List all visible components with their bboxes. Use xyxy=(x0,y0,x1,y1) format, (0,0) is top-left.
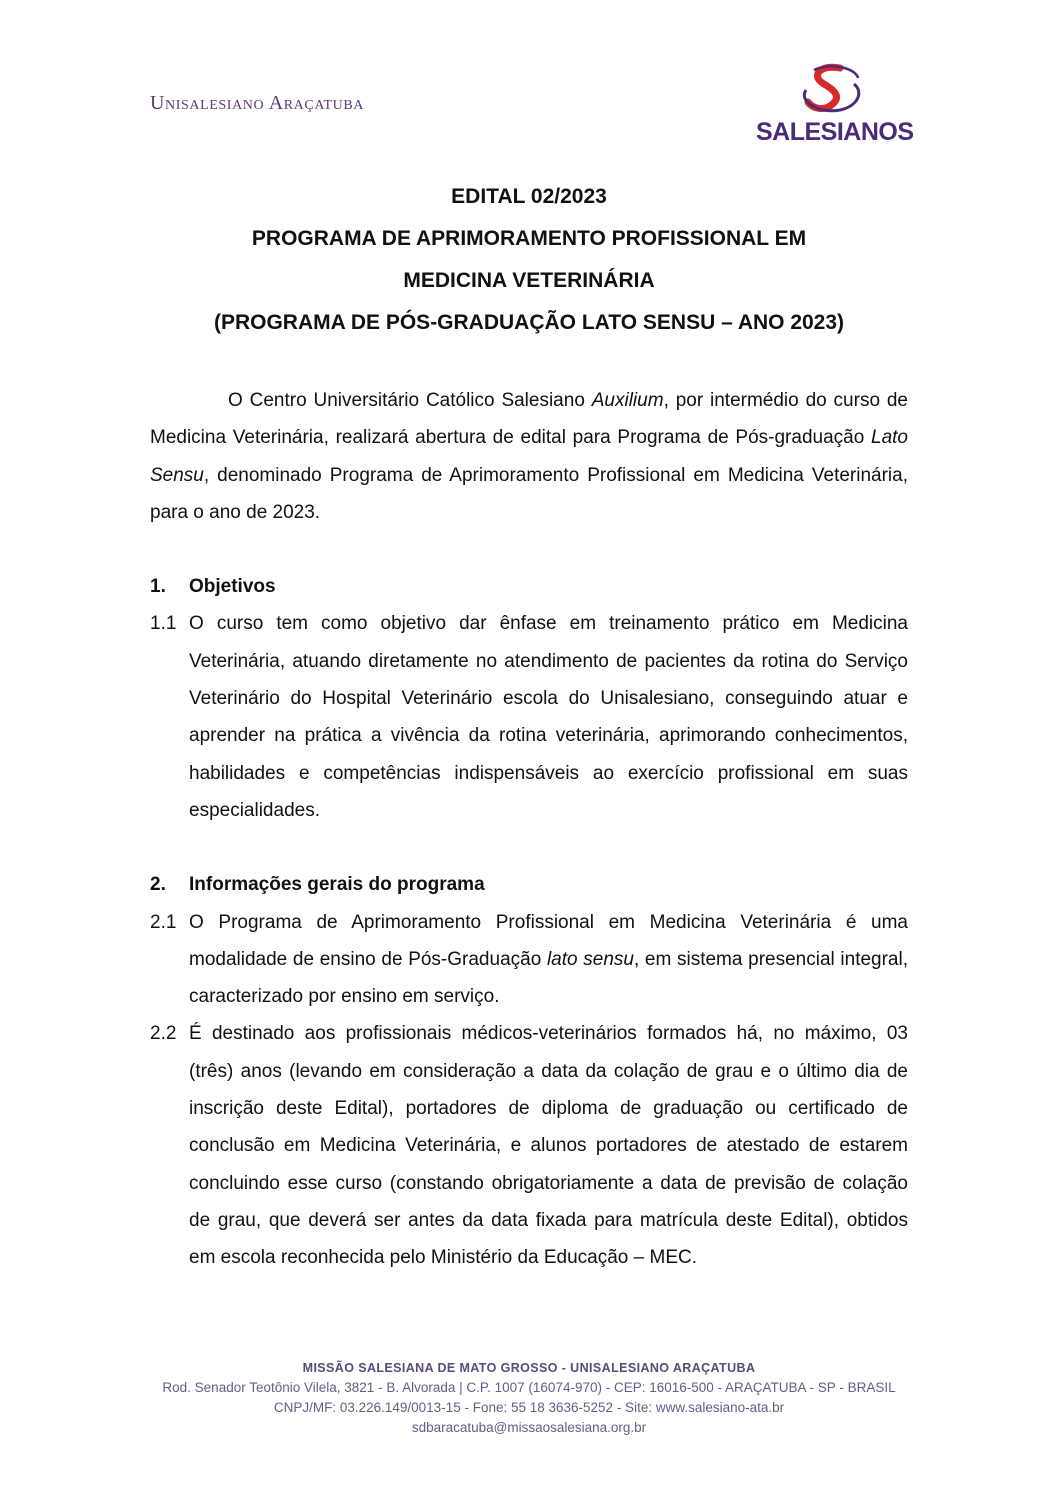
title-line-3: MEDICINA VETERINÁRIA xyxy=(403,269,655,292)
salesianos-logo xyxy=(756,62,914,152)
intro-text-2: , por intermédio do curso de Medicina Veterinária, realizará abertura de edital para Programa de Pós-graduação xyxy=(150,390,908,449)
page-footer xyxy=(100,1358,958,1438)
section-2-number: 2. xyxy=(150,874,166,896)
intro-italic-2: Lato Sensu xyxy=(150,427,908,486)
footer-organization: MISSÃO SALESIANA DE MATO GROSSO - UNISALESIANO ARAÇATUBA xyxy=(302,1361,756,1375)
title-line-4: (PROGRAMA DE PÓS-GRADUAÇÃO LATO SENSU – ANO 2023) xyxy=(213,311,845,334)
document-body xyxy=(150,382,908,1277)
item-1-1-text: O curso tem como objetivo dar ênfase em treinamento prático em Medicina Veterinária, atuando diretamente no atendimento de pacientes da rotina do Serviço Veterinário do Hospital Veterinário escola do Unisalesiano, conseguindo atuar e aprender na prática a vivência da rotina veterinária, aprimorando conhecimentos, habilidades e competências indispensáveis ao exercício profissional em suas especialidades. xyxy=(189,613,908,821)
item-2-1-text-b: , em sistema presencial integral, caracterizado por ensino em serviço. xyxy=(189,948,908,1008)
item-1-1 xyxy=(150,605,908,829)
title-line-2: PROGRAMA DE APRIMORAMENTO PROFISSIONAL EM xyxy=(251,227,807,250)
footer-contact: CNPJ/MF: 03.226.149/0013-15 - Fone: 55 18 3636-5252 - Site: www.salesiano-ata.br xyxy=(273,1400,785,1415)
footer-email: sdbaracatuba@missaosalesiana.org.br xyxy=(411,1420,647,1435)
item-2-1-text-a: O Programa de Aprimoramento Profissional em Medicina Veterinária é uma modalidade de ensino de Pós-Graduação xyxy=(189,911,908,970)
item-2-2-number: 2.2 xyxy=(150,1023,177,1045)
item-2-2-text: É destinado aos profissionais médicos-veterinários formados há, no máximo, 03 (três) anos (levando em consideração a data da colação de grau e o último dia de inscrição deste Edital), portadores de diploma de graduação ou certificado de conclusão em Medicina Veterinária, e alunos portadores de atestado de estarem concluindo esse curso (constando obrigatoriamente a data de previsão de colação de grau, que deverá ser antes da data fixada para matrícula deste Edital), obtidos em escola reconhecida pelo Ministério da Educação – MEC. xyxy=(189,1023,908,1269)
intro-text-3: , denominado Programa de Aprimoramento Profissional em Medicina Veterinária, para o ano de 2023. xyxy=(150,464,908,523)
item-1-1-number: 1.1 xyxy=(150,613,177,635)
item-2-1-number: 2.1 xyxy=(150,911,177,933)
logo-text: SALESIANOS xyxy=(756,118,914,146)
item-2-1 xyxy=(150,904,908,1016)
section-2-title: Informações gerais do programa xyxy=(189,874,485,896)
intro-italic-1: Auxilium xyxy=(591,390,664,411)
section-1-number: 1. xyxy=(150,576,166,598)
salesianos-s-icon xyxy=(800,62,864,122)
intro-text-1: O Centro Universitário Católico Salesiano xyxy=(228,390,592,411)
intro-paragraph xyxy=(150,382,908,531)
item-2-1-italic: lato sensu xyxy=(546,948,634,970)
document-title xyxy=(100,176,958,344)
section-2-heading xyxy=(150,866,908,903)
item-2-2 xyxy=(150,1015,908,1276)
section-1-heading xyxy=(150,568,908,605)
section-1-title: Objetivos xyxy=(189,576,276,598)
institution-name: Unisalesiano Araçatuba xyxy=(150,92,364,114)
item-2-1-text xyxy=(189,904,908,1016)
footer-address: Rod. Senador Teotônio Vilela, 3821 - B. Alvorada | C.P. 1007 (16074-970) - CEP: 16016-500 - ARAÇATUBA - SP - BRASIL xyxy=(162,1380,896,1395)
title-line-1: EDITAL 02/2023 xyxy=(451,185,607,208)
